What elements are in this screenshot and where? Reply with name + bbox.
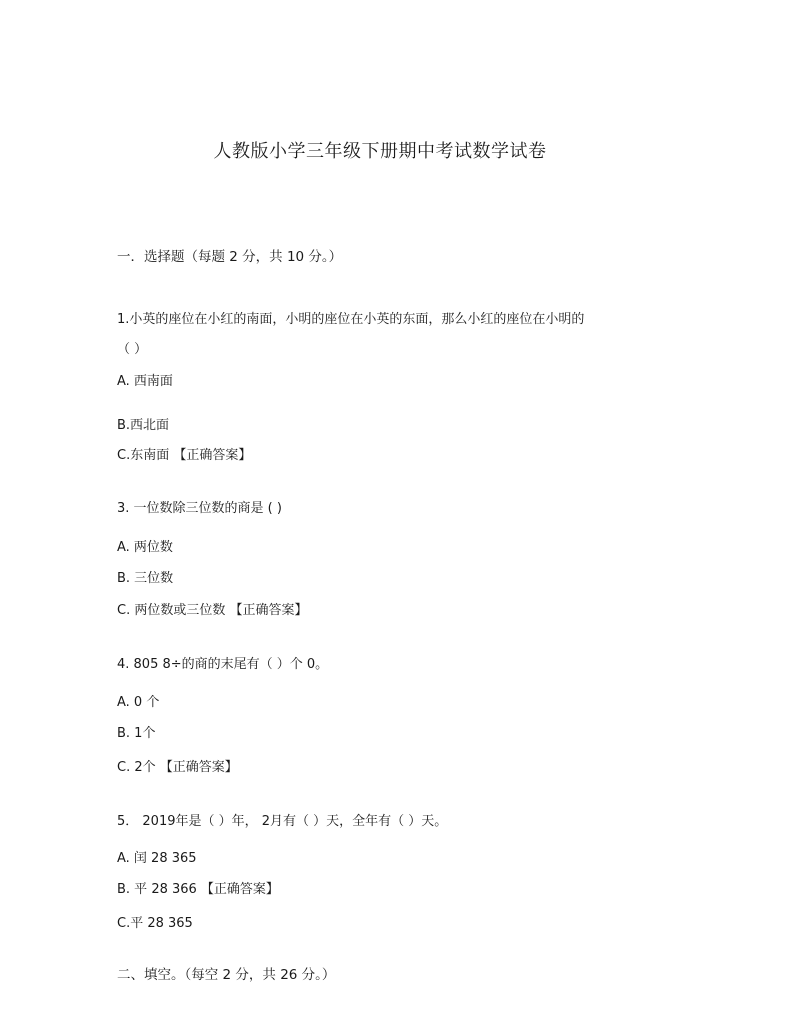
question-3-option-a: A. 两位数: [117, 540, 173, 555]
section-1-heading: 一．选择题（每题 2 分，共 10 分。）: [117, 249, 343, 265]
question-3-option-b: B. 三位数: [117, 571, 174, 586]
question-1-option-b: B.西北面: [117, 418, 170, 433]
question-1-option-a: A. 西南面: [117, 374, 173, 389]
question-4-option-a: A. 0 个: [117, 695, 160, 710]
question-4-option-b: B. 1个: [117, 726, 156, 741]
question-4-option-c: C. 2个 【正确答案】: [117, 760, 238, 775]
question-5-option-b: B. 平 28 366 【正确答案】: [117, 882, 279, 897]
question-5-stem: 5． 2019年是（ ）年， 2月有（ ）天，全年有（ ）天。: [117, 814, 448, 829]
section-2-heading: 二、填空。（每空 2 分，共 26 分。）: [117, 967, 336, 983]
question-1-stem: 1.小英的座位在小红的南面，小明的座位在小英的东面，那么小红的座位在小明的: [117, 312, 585, 327]
question-3-option-c: C. 两位数或三位数 【正确答案】: [117, 603, 308, 618]
question-5-option-a: A. 闰 28 365: [117, 851, 197, 866]
question-1-option-c: C.东南面 【正确答案】: [117, 448, 252, 463]
question-1-blank: （ ）: [117, 342, 148, 357]
question-5-option-c: C.平 28 365: [117, 916, 193, 931]
question-4-stem: 4. 805 8÷的商的末尾有（ ）个 0。: [117, 657, 329, 672]
page-title: 人教版小学三年级下册期中考试数学试卷: [213, 141, 547, 162]
question-3-stem: 3. 一位数除三位数的商是 ( ): [117, 501, 282, 516]
